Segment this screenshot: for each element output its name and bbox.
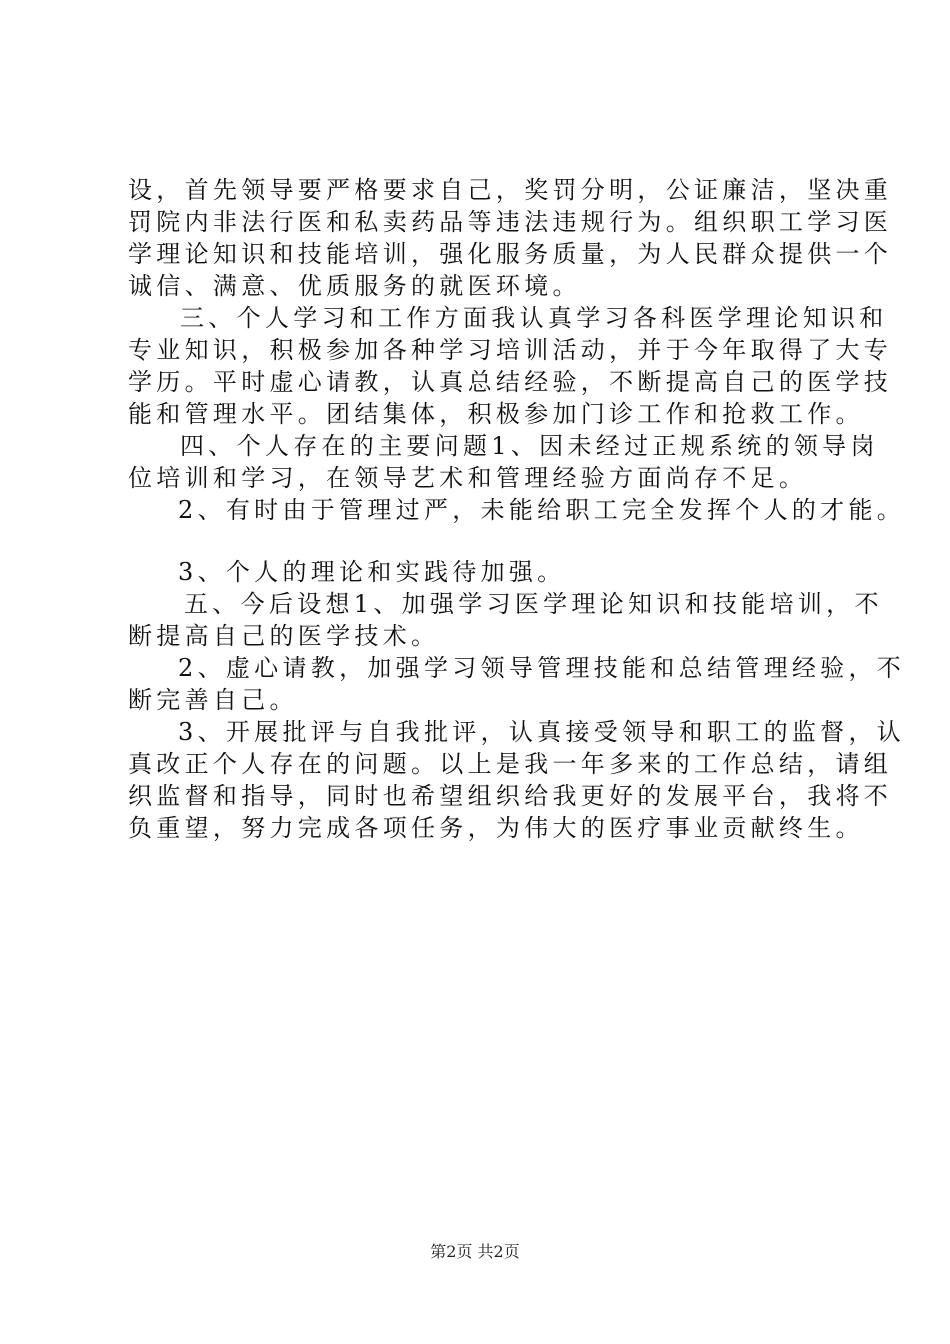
text-line: 断完善自己。: [128, 686, 298, 714]
text-line: 学理论知识和技能培训，强化服务质量，为人民群众提供一个: [128, 240, 893, 268]
paragraph-start-line: 3、个人的理论和实践待加强。: [178, 558, 566, 586]
text-line: 罚院内非法行医和私卖药品等违法违规行为。组织职工学习医: [128, 208, 893, 236]
paragraph-start-line: 3、开展批评与自我批评，认真接受领导和职工的监督，认: [178, 718, 906, 746]
text-line: 能和管理水平。团结集体，积极参加门诊工作和抢救工作。: [128, 400, 864, 428]
page-number-footer: 第2页 共2页: [430, 1242, 520, 1261]
text-line: 专业知识，积极参加各种学习培训活动，并于今年取得了大专: [128, 336, 893, 364]
paragraph-start-line: 三、个人学习和工作方面我认真学习各科医学理论知识和: [180, 304, 888, 332]
text-line: 诚信、满意、优质服务的就医环境。: [128, 272, 581, 300]
text-line: 真改正个人存在的问题。以上是我一年多来的工作总结，请组: [128, 750, 893, 778]
text-line: 负重望，努力完成各项任务，为伟大的医疗事业贡献终生。: [128, 814, 864, 842]
text-line: 断提高自己的医学技术。: [128, 622, 440, 650]
paragraph-start-line: 2、虚心请教，加强学习领导管理技能和总结管理经验，不: [178, 654, 906, 682]
body-text: [128, 174, 906, 844]
text-line: 织监督和指导，同时也希望组织给我更好的发展平台，我将不: [128, 782, 893, 810]
paragraph-start-line: 四、个人存在的主要问题1、因未经过正规系统的领导岗: [180, 432, 879, 460]
text-line: 位培训和学习，在领导艺术和管理经验方面尚存不足。: [128, 464, 808, 492]
paragraph-start-line: 五、今后设想1、加强学习医学理论知识和技能培训，不: [184, 590, 883, 618]
paragraph-start-line: 2、有时由于管理过严，未能给职工完全发挥个人的才能。: [178, 496, 906, 524]
text-line: 设，首先领导要严格要求自己，奖罚分明，公证廉洁，坚决重: [128, 176, 893, 204]
paragraph-gap: [128, 526, 828, 556]
text-line: 学历。平时虚心请教，认真总结经验，不断提高自己的医学技: [128, 368, 893, 396]
